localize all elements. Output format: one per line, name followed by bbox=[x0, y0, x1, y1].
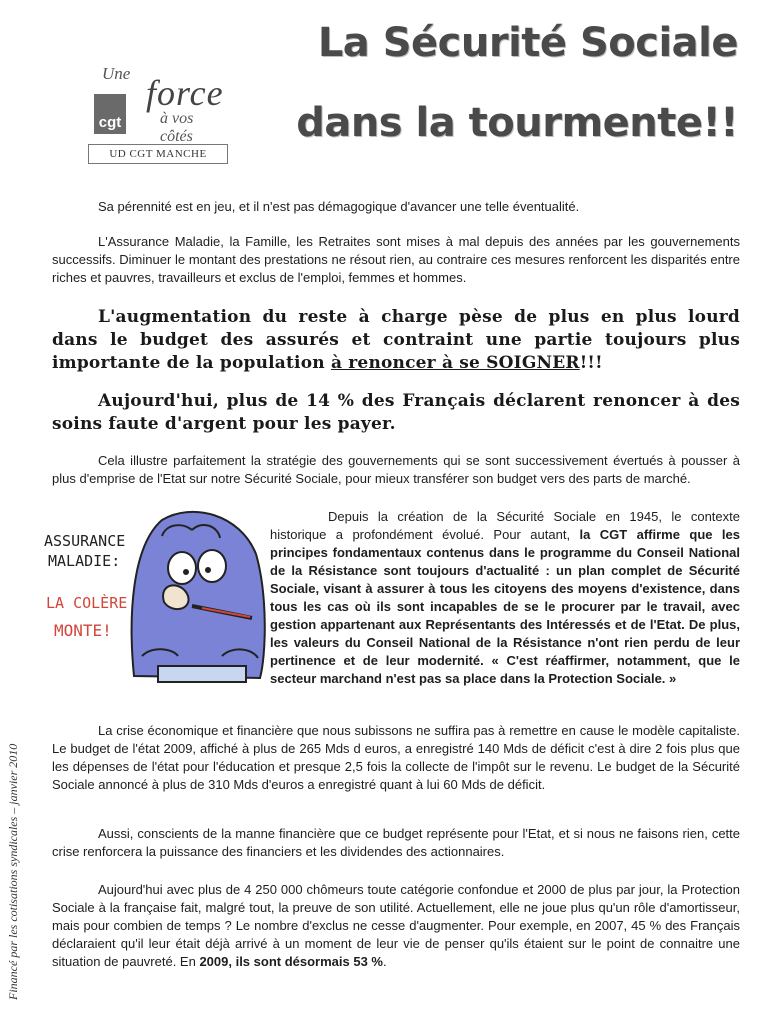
page-title-line1: La Sécurité Sociale bbox=[317, 20, 738, 66]
logo-force-text: force bbox=[146, 73, 224, 113]
cgt-logo bbox=[88, 58, 228, 166]
highlight-reste-a-charge bbox=[52, 306, 740, 375]
paragraph-chomeurs-text: Aujourd'hui avec plus de 4 250 000 chômeurs toute catégorie confondue et 2000 de plus par jour, la Protection Sociale à la française fait, malgré tout, la preuve de son utilité. Actuellement, elle ne joue plus qu'un rôle d'amortisseur, mais pour combien de temps ? Le nombre d'exclus ne cesse d'augmenter. Pour exemple, en 2007, 45 % des Français déclaraient qu'il leur était déjà arrivé à un moment de leur vie de penser qu'ils étaient sur le point de connaitre une situation de pauvreté. En bbox=[52, 882, 740, 969]
logo-une-text: Une bbox=[102, 64, 131, 83]
sick-character-icon bbox=[132, 512, 265, 682]
paragraph-manne: Aussi, conscients de la manne financière que ce budget représente pour l'Etat, et si nous ne faisons rien, cette crise renforcera la puissance des financiers et les dividendes des actionnaires. bbox=[52, 826, 740, 859]
logo-cgt-badge: cgt bbox=[94, 94, 126, 134]
paragraph-cnr-bold: la CGT affirme que les principes fondamentaux contenus dans le programme du Conseil National de la Résistance sont toujours d'actualité : un plan complet de Sécurité Sociale, visant à assurer à tous les citoyens des moyens d'existence, dans tous les cas où ils sont incapables de se le procurer par le travail, avec gestion appartenant aux Représentants des Intéressés et de l'Etat. De plus, les valeurs du Conseil National de la Résistance n'ont rien perdu de leur pertinence et de leur modernité. « C'est réaffirmer, notamment, que le secteur marchand n'est pas sa place dans la Protection Sociale. » bbox=[270, 527, 741, 686]
cartoon-label-3: LA COLÈRE bbox=[46, 594, 128, 612]
highlight-underlined: à renoncer à se SOIGNER bbox=[330, 353, 580, 373]
page-title-line2: dans la tourmente!! bbox=[296, 100, 738, 146]
highlight-exclamation: !!! bbox=[579, 353, 603, 373]
cartoon-label-4: MONTE! bbox=[54, 621, 112, 640]
paragraph-chomeurs bbox=[52, 881, 740, 971]
paragraph-cnr bbox=[270, 508, 740, 688]
highlight-14-percent: Aujourd'hui, plus de 14 % des Français déclarent renoncer à des soins faute d'argent pour les payer. bbox=[52, 391, 740, 434]
logo-cotes-text: à vos côtés bbox=[160, 110, 194, 145]
paragraph-chomeurs-end: . bbox=[382, 954, 387, 969]
paragraph-chomeurs-bold: 2009, ils sont désormais 53 % bbox=[199, 954, 383, 969]
cartoon-illustration bbox=[42, 506, 282, 694]
highlight-text: L'augmentation du reste à charge pèse de plus en plus lourd dans le budget des assurés et contraint une partie toujours plus importante de la population bbox=[52, 307, 740, 373]
paragraph-strategie: Cela illustre parfaitement la stratégie des gouvernements qui se sont successivement évertués à pousser à plus d'emprise de l'Etat sur notre Sécurité Sociale, pour mieux transférer son budget vers des parts de marché. bbox=[52, 453, 740, 486]
cartoon-label-2: MALADIE: bbox=[48, 552, 121, 570]
logo-ud-label: UD CGT MANCHE bbox=[88, 144, 228, 164]
paragraph-assurance: L'Assurance Maladie, la Famille, les Retraites sont mises à mal depuis des années par les gouvernements successifs. Diminuer le montant des prestations ne résout rien, au contraire ces mesures renforcent les disparités entre riches et pauvres, travailleurs et exclus de l'emploi, femmes et hommes. bbox=[52, 234, 740, 285]
paragraph-intro: Sa pérennité est en jeu, et il n'est pas démagogique d'avancer une telle éventualité. bbox=[98, 199, 580, 214]
cartoon-label-1: ASSURANCE bbox=[44, 532, 126, 550]
paragraph-crise: La crise économique et financière que nous subissons ne suffira pas à remettre en cause le modèle capitaliste. Le budget de l'état 2009, affiché à plus de 265 Mds d euros, a enregistré 140 Mds de déficit c'est à dire 2 fois plus que les dépenses de l'état pour l'éducation et presque 2,5 fois la collecte de l'impôt sur le revenu. Le budget de la Sécurité Sociale annoncé à plus de 310 Mds d'euros a enregistré quant à lui 60 Mds de déficit. bbox=[52, 723, 740, 792]
side-funding-note: Financé par les cotisations syndicales – janvier 2010 bbox=[6, 743, 20, 1000]
paragraph-cnr-intro: Depuis la création de la Sécurité Sociale en 1945, le contexte historique a profondément évolué. Pour autant, bbox=[270, 509, 740, 542]
